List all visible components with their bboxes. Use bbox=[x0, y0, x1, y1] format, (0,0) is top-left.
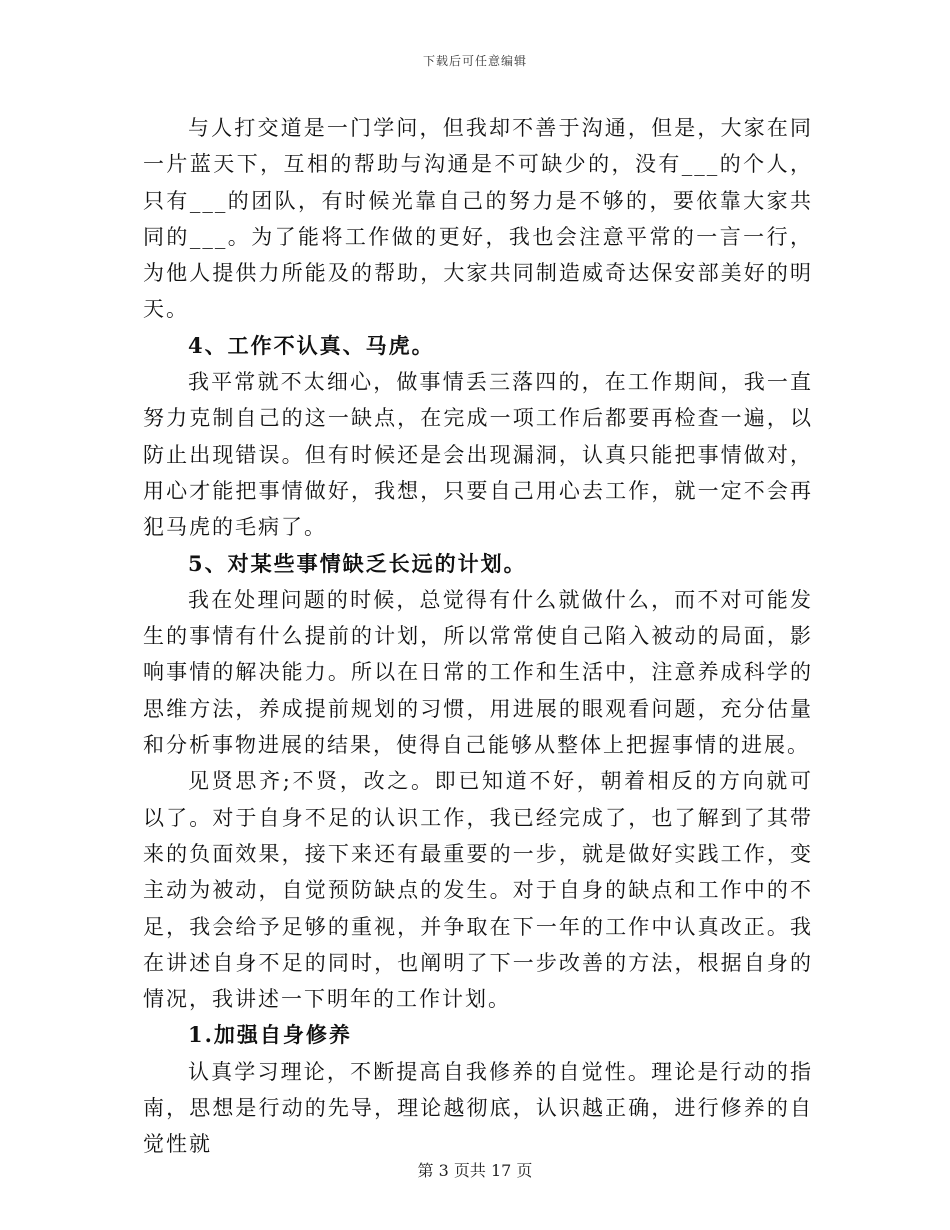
paragraph-careless: 我平常就不太细心，做事情丢三落四的，在工作期间，我一直努力克制自己的这一缺点，在完成一项工作后都要再检查一遍，以防止出现错误。但有时候还是会出现漏洞，认真只能把事情做对，用心才能把事情做好，我想，只要自己用心去工作，就一定不会再犯马虎的毛病了。 bbox=[143, 370, 813, 540]
paragraph-improvement: 见贤思齐;不贤，改之。即已知道不好，朝着相反的方向就可以了。对于自身不足的认识工作，我已经完成了，也了解到了其带来的负面效果，接下来还有最重要的一步，就是做好实践工作，变主动为被动，自觉预防缺点的发生。对于自身的缺点和工作中的不足，我会给予足够的重视，并争取在下一年的工作中认真改正。我在讲述自身不足的同时，也阐明了下一步改善的方法，根据自身的情况，我讲述一下明年的工作计划。 bbox=[143, 769, 813, 1012]
page-footer: 第 3 页共 17 页 bbox=[417, 1161, 533, 1180]
paragraph-planning: 我在处理问题的时候，总觉得有什么就做什么，而不对可能发生的事情有什么提前的计划，所以常常使自己陷入被动的局面，影响事情的解决能力。所以在日常的工作和生活中，注意养成科学的思维方法，养成提前规划的习惯，用进展的眼观看问题，充分估量和分析事物进展的结果，使得自己能够从整体上把握事情的进展。 bbox=[143, 587, 813, 758]
heading-self-cultivation: 1.加强自身修养 bbox=[188, 1022, 352, 1048]
page-header: 下载后可任意编辑 bbox=[422, 54, 527, 68]
heading-planning: 5、对某些事情缺乏长远的计划。 bbox=[188, 550, 527, 576]
heading-careless: 4、工作不认真、马虎。 bbox=[188, 332, 435, 358]
paragraph-communication: 与人打交道是一门学问，但我却不善于沟通，但是，大家在同一片蓝天下，互相的帮助与沟通是不可缺少的，没有___的个人，只有___的团队，有时候光靠自己的努力是不够的，要依靠大家共同的___。为了能将工作做的更好，我也会注意平常的一言一行，为他人提供力所能及的帮助，大家共同制造威奇达保安部美好的明天。 bbox=[143, 116, 813, 322]
document-body bbox=[143, 110, 813, 1163]
paragraph-self-cultivation: 认真学习理论，不断提高自我修养的自觉性。理论是行动的指南，思想是行动的先导，理论越彻底，认识越正确，进行修养的自觉性就 bbox=[143, 1059, 813, 1157]
